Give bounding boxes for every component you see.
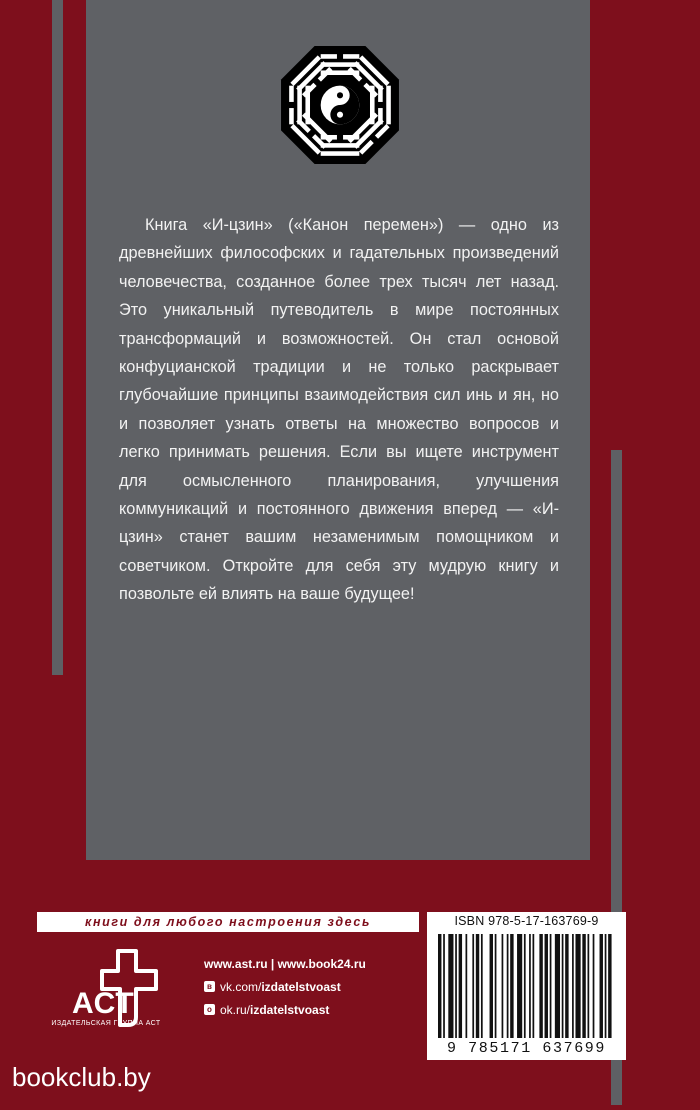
logo-text: ACT bbox=[72, 987, 134, 1020]
watermark: bookclub.by bbox=[12, 1062, 151, 1092]
isbn-label: ISBN 978-5-17-163769-9 bbox=[454, 914, 599, 928]
vk-handle: izdatelstvoast bbox=[261, 979, 341, 994]
ok-icon: о bbox=[204, 1004, 215, 1015]
ok-row[interactable] bbox=[204, 998, 366, 1021]
publisher-links bbox=[204, 952, 366, 1021]
book-description: Книга «И-цзин» («Канон перемен») — одно из древнейших философских и гадательных произведений человечества, созданное более трех тысяч лет назад. Это уникальный путеводитель в мире постоянных трансформаций и возможностей. Он стал основой конфуцианской традиции и не только раскрывает глубочайшие принципы взаимодействия сил инь и ян, но и позволяет узнать ответы на множество вопросов и легко принимать решения. Если вы ищете инструмент для осмысленного планирования, улучшения коммуникаций и постоянного движения вперед — «И-цзин» станет вашим незаменимым помощником и советчиком. Откройте для себя эту мудрую книгу и позвольте ей влиять на ваше будущее! bbox=[119, 216, 559, 604]
barcode-digits: 9 785171 637699 bbox=[446, 1040, 607, 1057]
vk-row[interactable] bbox=[204, 975, 366, 998]
publisher-caption: ИЗДАТЕЛЬСКАЯ ГРУППА АСТ bbox=[51, 1020, 161, 1027]
isbn-block bbox=[427, 912, 626, 1060]
left-grey-stripe bbox=[52, 0, 63, 675]
bagua-yin-yang-icon bbox=[279, 44, 401, 166]
vk-prefix: vk.com/ bbox=[220, 979, 262, 994]
barcode bbox=[435, 934, 618, 1046]
ok-handle: izdatelstvoast bbox=[250, 1002, 330, 1017]
sites-row bbox=[204, 952, 366, 975]
sites-link[interactable]: www.ast.ru | www.book24.ru bbox=[204, 956, 366, 971]
tagline-banner: книги для любого настроения здесь bbox=[37, 912, 419, 932]
vk-icon: в bbox=[204, 981, 215, 992]
ok-prefix: ok.ru/ bbox=[220, 1002, 251, 1017]
